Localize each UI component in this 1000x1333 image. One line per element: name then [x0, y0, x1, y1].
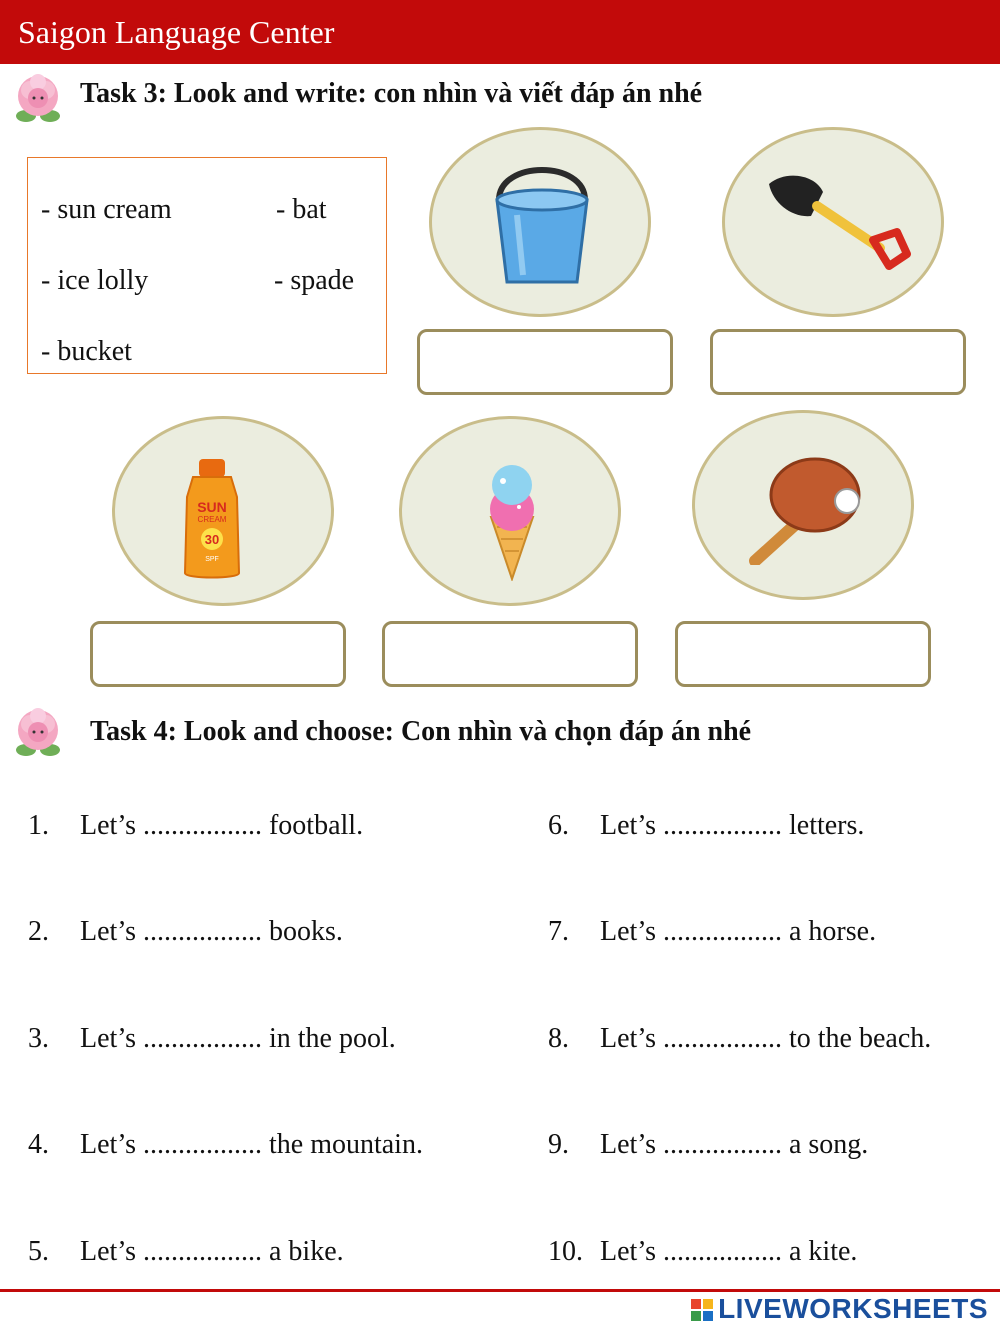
answer-box[interactable]: [382, 621, 638, 687]
question-number: 4.: [28, 1129, 49, 1160]
question-text[interactable]: Let’s ................. in the pool.: [80, 1023, 396, 1054]
question-number: 1.: [28, 810, 49, 841]
question-text[interactable]: Let’s ................. a bike.: [80, 1236, 344, 1267]
sun-cream-icon: [177, 457, 247, 582]
question-number: 10.: [548, 1236, 583, 1267]
word-bank-item: - ice lolly: [41, 265, 149, 296]
answer-box[interactable]: [675, 621, 931, 687]
question-item: [28, 1129, 423, 1161]
picture-frame-ice-lolly: [399, 416, 621, 606]
question-text[interactable]: Let’s ................. a horse.: [600, 916, 877, 947]
question-item: [548, 1129, 868, 1161]
question-text[interactable]: Let’s ................. letters.: [600, 810, 865, 841]
question-text[interactable]: Let’s ................. a song.: [600, 1129, 869, 1160]
question-item: [28, 810, 363, 842]
question-text[interactable]: Let’s ................. a kite.: [600, 1236, 858, 1267]
bucket-icon: [487, 160, 597, 290]
word-bank: [27, 157, 387, 374]
answer-box[interactable]: [417, 329, 673, 395]
question-number: 7.: [548, 916, 569, 947]
question-text[interactable]: Let’s ................. books.: [80, 916, 343, 947]
question-text[interactable]: Let’s ................. the mountain.: [80, 1129, 423, 1160]
question-item: [28, 916, 343, 948]
picture-frame-bat: [692, 410, 914, 600]
word-bank-item: - bat: [276, 194, 327, 225]
question-item: [548, 810, 864, 842]
page-header-title: Saigon Language Center: [18, 14, 335, 50]
question-number: 3.: [28, 1023, 49, 1054]
question-number: 5.: [28, 1236, 49, 1267]
picture-frame-spade: [722, 127, 944, 317]
question-item: [548, 916, 876, 948]
word-bank-item: - spade: [274, 265, 355, 296]
question-item: [28, 1236, 344, 1268]
question-item: [548, 1236, 857, 1268]
task3-title: Task 3: Look and write: con nhìn và viết đáp án nhé: [80, 78, 703, 109]
sun-cream-label: CREAM: [197, 515, 227, 524]
question-item: [548, 1023, 931, 1055]
ice-lolly-icon: [477, 461, 547, 581]
question-number: 9.: [548, 1129, 569, 1160]
task4-title: Task 4: Look and choose: Con nhìn và chọn đáp án nhé: [90, 716, 752, 747]
answer-box[interactable]: [90, 621, 346, 687]
question-number: 6.: [548, 810, 569, 841]
question-number: 8.: [548, 1023, 569, 1054]
sun-cream-label: 30: [204, 532, 220, 547]
sun-cream-label: SPF: [205, 556, 219, 563]
spade-icon: [765, 170, 915, 280]
footer-divider: [0, 1289, 1000, 1292]
liveworksheets-logo-icon: [690, 1298, 714, 1322]
liveworksheets-brand[interactable]: LIVEWORKSHEETS: [718, 1293, 988, 1324]
sun-cream-label: SUN: [197, 499, 227, 515]
flower-icon: [8, 68, 68, 128]
picture-frame-bucket: [429, 127, 651, 317]
page-header: [0, 0, 1000, 64]
word-bank-item: - sun cream: [41, 194, 172, 225]
answer-box[interactable]: [710, 329, 966, 395]
question-item: [28, 1023, 396, 1055]
question-number: 2.: [28, 916, 49, 947]
picture-frame-sun-cream: [112, 416, 334, 606]
flower-icon: [8, 702, 68, 762]
question-text[interactable]: Let’s ................. to the beach.: [600, 1023, 932, 1054]
question-text[interactable]: Let’s ................. football.: [80, 810, 364, 841]
word-bank-item: - bucket: [41, 336, 132, 367]
bat-icon: [745, 455, 875, 565]
